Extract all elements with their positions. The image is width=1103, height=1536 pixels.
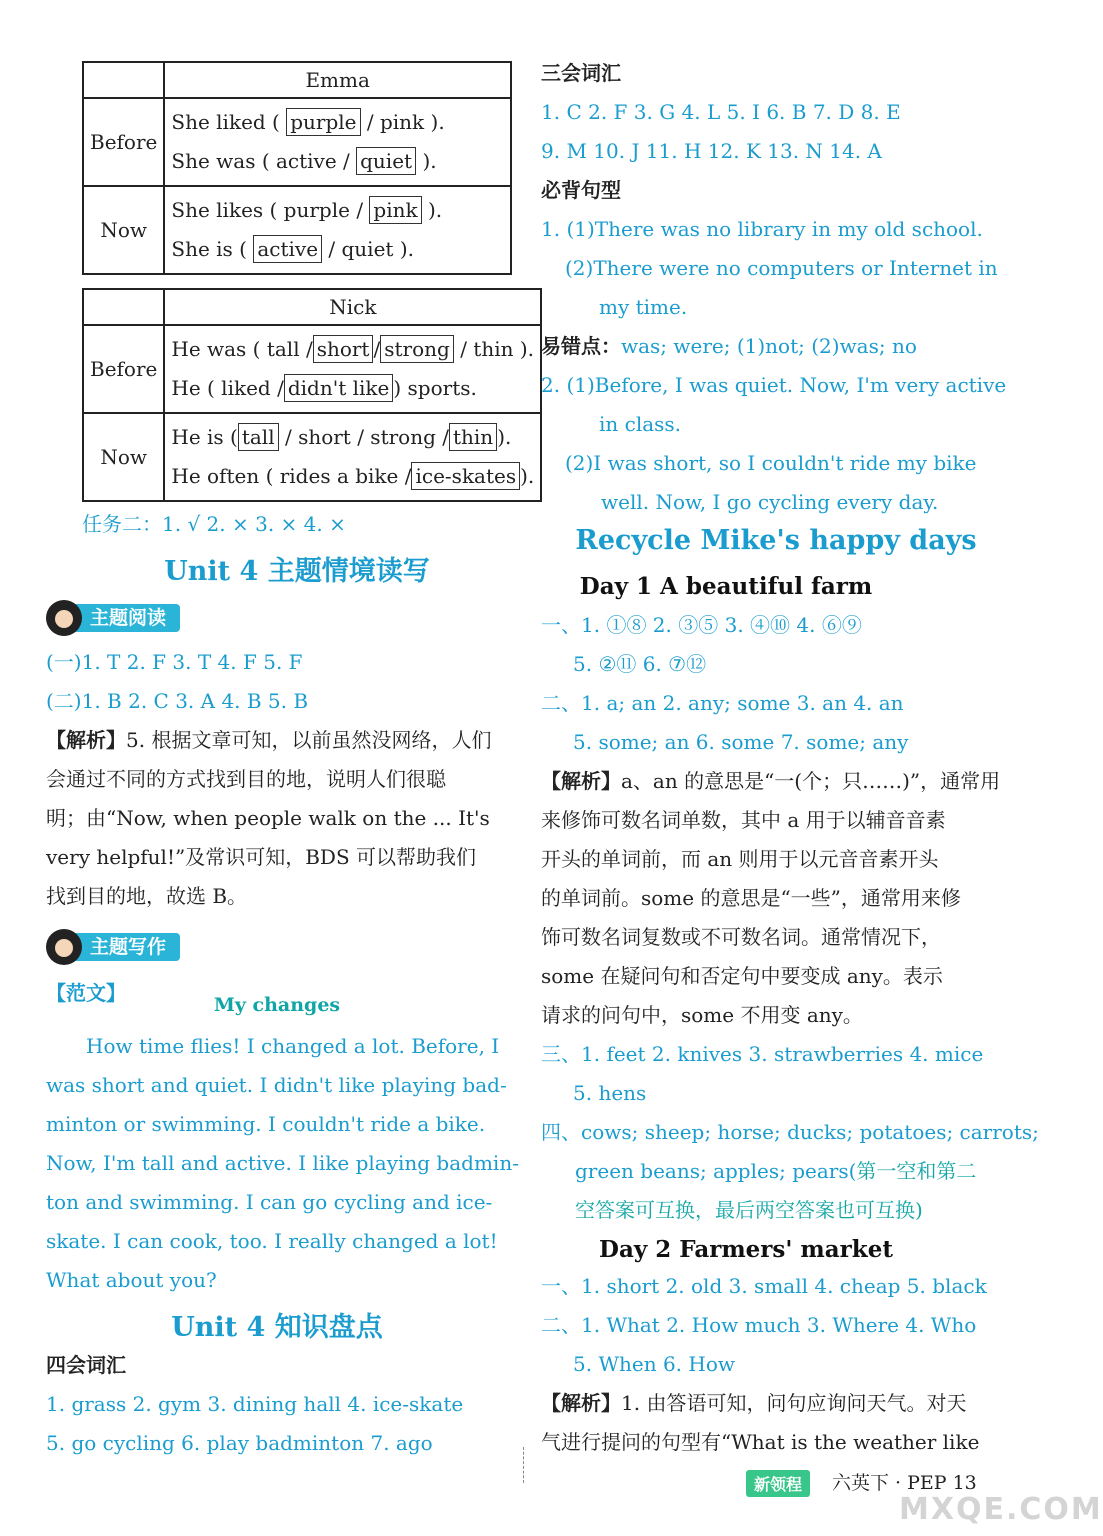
day1-section1-line2: 5. ②⑪ 6. ⑦⑫ [573,652,707,676]
day1-analysis-line4: 的单词前。some 的意思是“一些”，通常用来修 [541,886,961,910]
reading-answers-2: (二)1. B 2. C 3. A 4. B 5. B [46,689,309,713]
day1-section2-line2: 5. some; an 6. some 7. some; any [573,730,909,754]
watermark: MXQE.COM [899,1492,1103,1527]
day2-section2-line2: 5. When 6. How [573,1352,735,1376]
page-info: 六英下 · PEP 13 [832,1472,977,1494]
model-essay-tag: 【范文】 [46,981,126,1005]
task2-answers: 任务二：1. √ 2. × 3. × 4. × [82,512,346,536]
day1-analysis-line2: 来修饰可数名词单数，其中 a 用于以辅音音素 [541,808,946,832]
emma-before-cell: She liked ( purple / pink ). She was ( active / quiet ). [164,98,511,186]
must-sentence-6: (2)I was short, so I couldn't ride my bike [565,451,977,475]
three-vocab-line-1: 1. C 2. F 3. G 4. L 5. I 6. B 7. D 8. E [541,100,901,124]
writing-badge: 主题写作 [46,931,180,963]
unit4-reading-writing-title: Unit 4 主题情境读写 [164,556,430,587]
four-vocab-line-1: 1. grass 2. gym 3. dining hall 4. ice-skate [46,1392,464,1416]
analysis-line-1: 【解析】5. 根据文章可知，以前虽然没网络，人们 [46,728,492,752]
emma-now-label: Now [83,186,164,274]
unit4-knowledge-title: Unit 4 知识盘点 [171,1312,383,1343]
day1-section4-line1: 四、cows; sheep; horse; ducks; potatoes; carrots; [541,1120,1039,1144]
four-vocab-line-2: 5. go cycling 6. play badminton 7. ago [46,1431,433,1455]
day2-section2-line1: 二、1. What 2. How much 3. Where 4. Who [541,1313,977,1337]
analysis-line-3: 明；由“Now, when people walk on the ... It's [46,806,490,830]
must-sentence-4: 2. (1)Before, I was quiet. Now, I'm very active [541,373,1007,397]
three-vocab-line-2: 9. M 10. J 11. H 12. K 13. N 14. A [541,139,882,163]
essay-line-7: What about you? [46,1268,217,1292]
day2-title: Day 2 Farmers' market [599,1236,893,1263]
day1-analysis-line5: 饰可数名词复数或不可数名词。通常情况下， [541,925,941,949]
nick-table [82,288,542,502]
day1-section3-line2: 5. hens [573,1081,647,1105]
must-sentences-heading: 必背句型 [541,178,621,202]
three-vocab-heading: 三会词汇 [541,61,621,85]
day1-analysis-line3: 开头的单词前，而 an 则用于以元音音素开头 [541,847,939,871]
reading-answers-1: (一)1. T 2. F 3. T 4. F 5. F [46,650,303,674]
reading-badge: 主题阅读 [46,602,180,634]
column-divider [523,1447,524,1483]
nick-name: Nick [164,289,541,325]
emma-name: Emma [164,62,511,98]
essay-line-1: How time flies! I changed a lot. Before, I [86,1034,500,1058]
must-sentence-3: my time. [599,295,688,319]
nick-before-label: Before [83,325,164,413]
day1-section4-line2: green beans; apples; pears(第一空和第二 [575,1159,977,1183]
day2-analysis-line2: 气进行提问的句型有“What is the weather like [541,1430,980,1454]
essay-line-5: ton and swimming. I can go cycling and ice- [46,1190,493,1214]
four-vocab-heading: 四会词汇 [46,1353,126,1377]
emma-table-corner [83,62,164,98]
essay-line-4: Now, I'm tall and active. I like playing badmin- [46,1151,519,1175]
essay-title: My changes [213,994,341,1016]
day1-section4-line3: 空答案可互换，最后两空答案也可互换) [575,1198,923,1222]
day2-analysis-line1: 【解析】1. 由答语可知，问句应询问天气。对天 [541,1391,967,1415]
analysis-line-2: 会通过不同的方式找到目的地，说明人们很聪 [46,767,446,791]
day1-section1-line1: 一、1. ①⑧ 2. ③⑤ 3. ④⑩ 4. ⑥⑨ [541,613,862,637]
essay-line-2: was short and quiet. I didn't like playing bad- [46,1073,507,1097]
student-icon [46,929,82,965]
must-sentence-1: 1. (1)There was no library in my old school. [541,217,983,241]
must-sentence-2: (2)There were no computers or Internet in [565,256,998,280]
publisher-logo: 新领程 [746,1470,810,1497]
nick-now-cell: He is ( tall / short / strong / thin ). He often ( rides a bike / ice-skates ). [164,413,541,501]
emma-now-cell: She likes ( purple / pink ). She is ( active / quiet ). [164,186,511,274]
day1-title: Day 1 A beautiful farm [579,573,873,600]
emma-table [82,61,512,275]
student-icon [46,600,82,636]
essay-line-6: skate. I can cook, too. I really changed a lot! [46,1229,498,1253]
day1-analysis-line6: some 在疑问句和否定句中要变成 any。表示 [541,964,943,988]
nick-now-label: Now [83,413,164,501]
must-sentence-5: in class. [599,412,682,436]
error-point: 易错点：was; were; (1)not; (2)was; no [541,334,917,358]
day1-analysis-line1: 【解析】a、an 的意思是“一(个；只……)”，通常用 [541,769,1001,793]
day1-analysis-line7: 请求的问句中，some 不用变 any。 [541,1003,863,1027]
day2-section1: 一、1. short 2. old 3. small 4. cheap 5. black [541,1274,987,1298]
essay-line-3: minton or swimming. I couldn't ride a bike. [46,1112,486,1136]
nick-table-corner [83,289,164,325]
analysis-line-5: 找到目的地，故选 B。 [46,884,248,908]
recycle-title: Recycle Mike's happy days [575,525,977,556]
day1-section3-line1: 三、1. feet 2. knives 3. strawberries 4. mice [541,1042,984,1066]
analysis-line-4: very helpful!”及常识可知，BDS 可以帮助我们 [46,845,476,869]
must-sentence-7: well. Now, I go cycling every day. [601,490,939,514]
nick-before-cell: He was ( tall / short / strong / thin ). He ( liked / didn't like ) sports. [164,325,541,413]
emma-before-label: Before [83,98,164,186]
day1-section2-line1: 二、1. a; an 2. any; some 3. an 4. an [541,691,904,715]
